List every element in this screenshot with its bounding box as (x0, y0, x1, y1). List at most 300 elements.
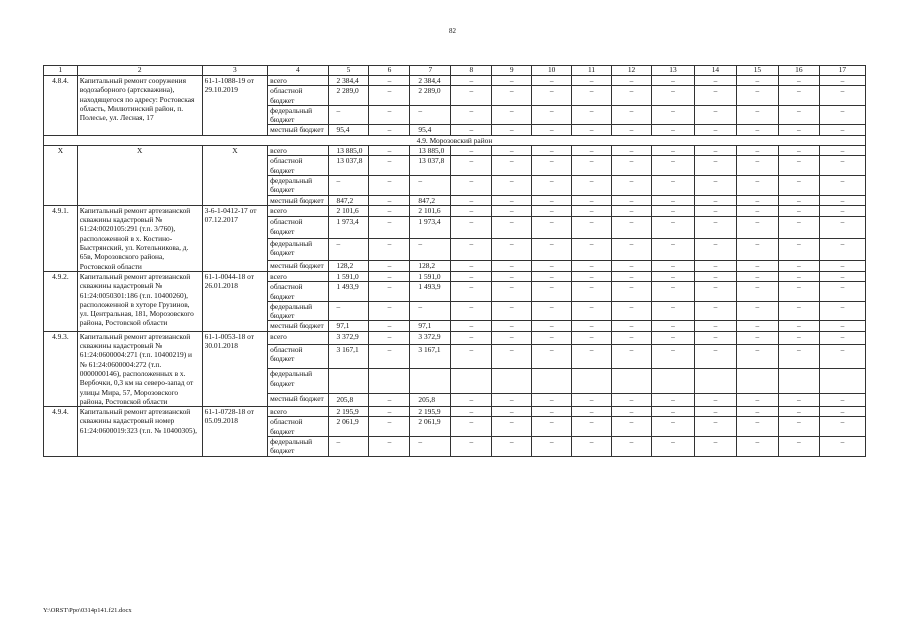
empty-value-dash: – (572, 260, 612, 271)
empty-value-dash: – (694, 238, 736, 260)
table-row (44, 146, 866, 156)
funding-source: местный бюджет (268, 195, 328, 205)
section-title: 4.9. Морозовский район (44, 135, 866, 145)
empty-value-dash: – (492, 76, 532, 86)
empty-value-dash: – (694, 175, 736, 195)
empty-value-dash: – (612, 175, 652, 195)
empty-value-dash: – (778, 125, 819, 135)
value-col6: – (369, 156, 410, 176)
empty-value-dash: – (492, 156, 532, 176)
empty-value-dash: – (736, 125, 778, 135)
empty-value-dash: – (694, 86, 736, 106)
empty-value-dash: – (819, 301, 865, 321)
empty-value-dash (451, 369, 492, 394)
value-total: 2 289,0 (328, 86, 369, 106)
empty-value-dash: – (532, 175, 572, 195)
empty-value-dash: – (451, 146, 492, 156)
program-table (43, 65, 866, 457)
empty-value-dash: – (532, 417, 572, 437)
value-col6: – (369, 238, 410, 260)
empty-value-dash: – (492, 436, 532, 456)
empty-value-dash: – (736, 407, 778, 417)
empty-value-dash: – (572, 125, 612, 135)
value-col6: – (369, 105, 410, 125)
empty-value-dash: – (532, 436, 572, 456)
empty-value-dash: – (651, 205, 694, 216)
value-col6 (369, 369, 410, 394)
empty-value-dash: – (612, 331, 652, 344)
empty-value-dash: – (532, 238, 572, 260)
column-number: 15 (736, 66, 778, 76)
empty-value-dash: – (778, 331, 819, 344)
empty-value-dash: – (694, 76, 736, 86)
empty-value-dash: – (694, 271, 736, 281)
empty-value-dash: – (736, 195, 778, 205)
empty-value-dash: – (694, 146, 736, 156)
empty-value-dash: – (736, 436, 778, 456)
empty-value-dash: – (651, 105, 694, 125)
funding-source: федеральный бюджет (268, 105, 328, 125)
column-number: 17 (819, 66, 865, 76)
empty-value-dash: – (451, 238, 492, 260)
empty-value-dash: – (694, 301, 736, 321)
empty-value-dash: – (451, 282, 492, 302)
empty-value-dash: – (778, 417, 819, 437)
value-col6: – (369, 76, 410, 86)
funding-source: местный бюджет (268, 394, 328, 407)
empty-value-dash: – (492, 282, 532, 302)
empty-value-dash: – (451, 205, 492, 216)
empty-value-dash (819, 369, 865, 394)
value-col7 (410, 369, 451, 394)
empty-value-dash: – (572, 301, 612, 321)
empty-value-dash: – (694, 436, 736, 456)
empty-value-dash: – (736, 321, 778, 331)
empty-value-dash: – (612, 217, 652, 239)
empty-value-dash: – (451, 125, 492, 135)
empty-value-dash: – (492, 344, 532, 369)
empty-value-dash: – (694, 260, 736, 271)
column-number-row (44, 66, 866, 76)
value-total: – (328, 238, 369, 260)
empty-value-dash: – (819, 105, 865, 125)
funding-source: областной бюджет (268, 156, 328, 176)
empty-value-dash: – (736, 105, 778, 125)
empty-value-dash: – (572, 205, 612, 216)
value-col6: – (369, 175, 410, 195)
empty-value-dash: – (736, 238, 778, 260)
column-number: 13 (651, 66, 694, 76)
empty-value-dash: – (819, 86, 865, 106)
empty-value-dash: – (612, 301, 652, 321)
empty-value-dash: – (612, 260, 652, 271)
empty-value-dash: – (572, 195, 612, 205)
column-number: 6 (369, 66, 410, 76)
empty-value-dash: – (694, 125, 736, 135)
column-number: 2 (77, 66, 202, 76)
empty-value-dash: – (694, 417, 736, 437)
empty-value-dash: – (612, 436, 652, 456)
empty-value-dash: – (694, 321, 736, 331)
empty-value-dash: – (451, 217, 492, 239)
empty-value-dash: – (572, 76, 612, 86)
empty-value-dash: – (736, 301, 778, 321)
empty-value-dash: – (736, 86, 778, 106)
empty-value-dash: – (612, 417, 652, 437)
empty-value-dash: – (532, 86, 572, 106)
empty-value-dash: – (694, 344, 736, 369)
empty-value-dash: – (451, 436, 492, 456)
empty-value-dash: – (532, 260, 572, 271)
empty-value-dash: – (532, 156, 572, 176)
empty-value-dash: – (532, 394, 572, 407)
empty-value-dash: – (492, 407, 532, 417)
empty-value-dash: – (819, 175, 865, 195)
empty-value-dash (492, 369, 532, 394)
empty-value-dash: – (778, 146, 819, 156)
value-col7: – (410, 238, 451, 260)
empty-value-dash: – (612, 238, 652, 260)
empty-value-dash: – (736, 156, 778, 176)
value-col6: – (369, 282, 410, 302)
empty-value-dash: – (451, 260, 492, 271)
empty-value-dash: – (694, 394, 736, 407)
funding-source: всего (268, 331, 328, 344)
empty-value-dash: – (651, 321, 694, 331)
item-description: Капитальный ремонт артезианской скважины кадастровый № 61:24:0600004:271 (т.п. 10400219) и № 61:24:0600004:272 (т.п. 0000000146), расположенных в х. Вербочки, 0,3 км на северо-запад от улицы Мира, 57, Морозовского района, Ростовской области (77, 331, 202, 406)
registration-number: 61-1-0728-18 от 05.09.2018 (202, 407, 268, 456)
empty-value-dash: – (451, 407, 492, 417)
funding-source: всего (268, 205, 328, 216)
value-col7: 3 372,9 (410, 331, 451, 344)
value-total: – (328, 175, 369, 195)
empty-value-dash: – (778, 321, 819, 331)
empty-value-dash: – (694, 331, 736, 344)
value-col6: – (369, 146, 410, 156)
value-col7: 3 167,1 (410, 344, 451, 369)
empty-value-dash: – (492, 125, 532, 135)
empty-value-dash: – (532, 195, 572, 205)
funding-source: всего (268, 271, 328, 281)
empty-value-dash: – (694, 205, 736, 216)
funding-source: федеральный бюджет (268, 238, 328, 260)
empty-value-dash: – (778, 282, 819, 302)
value-col7: 1 591,0 (410, 271, 451, 281)
value-col6: – (369, 301, 410, 321)
value-col6: – (369, 331, 410, 344)
empty-value-dash: – (451, 86, 492, 106)
funding-source: федеральный бюджет (268, 175, 328, 195)
empty-value-dash (612, 369, 652, 394)
empty-value-dash: – (532, 271, 572, 281)
empty-value-dash: – (736, 394, 778, 407)
value-col6: – (369, 344, 410, 369)
empty-value-dash: – (612, 321, 652, 331)
empty-value-dash: – (819, 156, 865, 176)
empty-value-dash: – (778, 195, 819, 205)
registration-number: 61-1-1088-19 от 29.10.2019 (202, 76, 268, 136)
item-description: Капитальный ремонт артезианской скважины кадастровый № 61:24:0050301:186 (т.п. 10400260), расположенной в хуторе Грузинов, ул. Центральная, 181, Морозовского района, Ростовской области (77, 271, 202, 331)
empty-value-dash: – (819, 407, 865, 417)
empty-value-dash: – (778, 271, 819, 281)
empty-value-dash (532, 369, 572, 394)
value-total: 97,1 (328, 321, 369, 331)
empty-value-dash: – (819, 344, 865, 369)
value-col7: – (410, 301, 451, 321)
value-col7: 13 885,0 (410, 146, 451, 156)
value-col6: – (369, 86, 410, 106)
empty-value-dash: – (612, 195, 652, 205)
empty-value-dash: – (532, 331, 572, 344)
value-total: 128,2 (328, 260, 369, 271)
empty-value-dash: – (612, 86, 652, 106)
empty-value-dash: – (736, 271, 778, 281)
value-col6: – (369, 260, 410, 271)
value-col7: 97,1 (410, 321, 451, 331)
empty-value-dash: – (532, 301, 572, 321)
empty-value-dash: – (819, 76, 865, 86)
empty-value-dash: – (572, 282, 612, 302)
empty-value-dash: – (532, 282, 572, 302)
empty-value-dash: – (492, 195, 532, 205)
empty-value-dash: – (651, 436, 694, 456)
table-row (44, 76, 866, 86)
empty-value-dash: – (572, 436, 612, 456)
empty-value-dash: – (651, 394, 694, 407)
column-number: 9 (492, 66, 532, 76)
value-col7: 95,4 (410, 125, 451, 135)
table-row (44, 331, 866, 344)
empty-value-dash: – (736, 417, 778, 437)
empty-value-dash: – (736, 205, 778, 216)
item-description: Х (77, 146, 202, 206)
item-number: 4.9.3. (44, 331, 78, 406)
funding-source: местный бюджет (268, 321, 328, 331)
empty-value-dash: – (819, 238, 865, 260)
empty-value-dash: – (451, 331, 492, 344)
empty-value-dash: – (572, 105, 612, 125)
empty-value-dash: – (778, 105, 819, 125)
value-col7: 13 037,8 (410, 156, 451, 176)
empty-value-dash: – (612, 394, 652, 407)
empty-value-dash: – (451, 105, 492, 125)
empty-value-dash: – (532, 146, 572, 156)
empty-value-dash: – (651, 331, 694, 344)
value-total: 2 101,6 (328, 205, 369, 216)
empty-value-dash: – (651, 271, 694, 281)
table-row (44, 271, 866, 281)
value-col7: 2 384,4 (410, 76, 451, 86)
empty-value-dash: – (651, 125, 694, 135)
empty-value-dash: – (736, 331, 778, 344)
column-number: 4 (268, 66, 328, 76)
empty-value-dash: – (612, 156, 652, 176)
item-number: 4.8.4. (44, 76, 78, 136)
empty-value-dash: – (612, 146, 652, 156)
empty-value-dash: – (451, 76, 492, 86)
value-total: 1 591,0 (328, 271, 369, 281)
empty-value-dash: – (736, 146, 778, 156)
empty-value-dash: – (778, 76, 819, 86)
empty-value-dash: – (736, 260, 778, 271)
empty-value-dash: – (451, 394, 492, 407)
empty-value-dash: – (572, 146, 612, 156)
funding-source: всего (268, 76, 328, 86)
empty-value-dash: – (492, 146, 532, 156)
value-total: – (328, 436, 369, 456)
empty-value-dash: – (736, 344, 778, 369)
registration-number: 61-1-0044-18 от 26.01.2018 (202, 271, 268, 331)
empty-value-dash: – (492, 301, 532, 321)
empty-value-dash (572, 369, 612, 394)
value-col7: – (410, 175, 451, 195)
empty-value-dash: – (492, 217, 532, 239)
value-col6: – (369, 205, 410, 216)
empty-value-dash: – (612, 271, 652, 281)
value-col7: 2 195,9 (410, 407, 451, 417)
empty-value-dash: – (532, 105, 572, 125)
value-col7: 847,2 (410, 195, 451, 205)
empty-value-dash: – (492, 260, 532, 271)
column-number: 3 (202, 66, 268, 76)
value-col7: 205,8 (410, 394, 451, 407)
value-total: – (328, 105, 369, 125)
empty-value-dash: – (651, 301, 694, 321)
empty-value-dash: – (736, 76, 778, 86)
item-number: 4.9.1. (44, 205, 78, 271)
empty-value-dash: – (612, 407, 652, 417)
empty-value-dash: – (612, 105, 652, 125)
page-number: 82 (449, 27, 456, 35)
item-description: Капитальный ремонт артезианской скважины кадастровый номер 61:24:0600019:323 (т.п. № 10400305), (77, 407, 202, 456)
empty-value-dash: – (694, 217, 736, 239)
empty-value-dash: – (819, 146, 865, 156)
value-col6: – (369, 417, 410, 437)
funding-source: местный бюджет (268, 260, 328, 271)
empty-value-dash: – (451, 417, 492, 437)
empty-value-dash: – (778, 205, 819, 216)
empty-value-dash: – (778, 260, 819, 271)
value-total: 847,2 (328, 195, 369, 205)
column-number: 10 (532, 66, 572, 76)
empty-value-dash: – (778, 394, 819, 407)
empty-value-dash: – (694, 156, 736, 176)
funding-source: областной бюджет (268, 217, 328, 239)
empty-value-dash: – (819, 260, 865, 271)
column-number: 1 (44, 66, 78, 76)
column-number: 7 (410, 66, 451, 76)
value-col6: – (369, 125, 410, 135)
value-col6: – (369, 271, 410, 281)
column-number: 16 (778, 66, 819, 76)
empty-value-dash: – (572, 217, 612, 239)
empty-value-dash: – (778, 436, 819, 456)
empty-value-dash: – (492, 105, 532, 125)
empty-value-dash: – (451, 301, 492, 321)
empty-value-dash: – (694, 105, 736, 125)
registration-number: 61-1-0053-18 от 30.01.2018 (202, 331, 268, 406)
value-total: 2 061,9 (328, 417, 369, 437)
empty-value-dash: – (819, 271, 865, 281)
funding-source: федеральный бюджет (268, 301, 328, 321)
empty-value-dash: – (778, 344, 819, 369)
empty-value-dash: – (736, 175, 778, 195)
empty-value-dash: – (651, 407, 694, 417)
empty-value-dash: – (819, 217, 865, 239)
empty-value-dash: – (612, 76, 652, 86)
value-total: – (328, 301, 369, 321)
empty-value-dash: – (492, 205, 532, 216)
funding-source: областной бюджет (268, 282, 328, 302)
value-total: 13 037,8 (328, 156, 369, 176)
empty-value-dash (736, 369, 778, 394)
empty-value-dash: – (651, 76, 694, 86)
value-total: 13 885,0 (328, 146, 369, 156)
funding-source: областной бюджет (268, 86, 328, 106)
empty-value-dash: – (778, 217, 819, 239)
empty-value-dash: – (492, 321, 532, 331)
empty-value-dash: – (612, 282, 652, 302)
value-total: 205,8 (328, 394, 369, 407)
empty-value-dash: – (778, 86, 819, 106)
section-row (44, 135, 866, 145)
value-total: 2 384,4 (328, 76, 369, 86)
empty-value-dash: – (819, 205, 865, 216)
empty-value-dash: – (451, 271, 492, 281)
item-number: Х (44, 146, 78, 206)
value-col7: – (410, 436, 451, 456)
empty-value-dash: – (532, 125, 572, 135)
empty-value-dash: – (778, 238, 819, 260)
empty-value-dash: – (651, 344, 694, 369)
empty-value-dash: – (651, 217, 694, 239)
value-col7: 2 101,6 (410, 205, 451, 216)
empty-value-dash: – (492, 238, 532, 260)
empty-value-dash: – (819, 282, 865, 302)
value-col7: 2 289,0 (410, 86, 451, 106)
value-col6: – (369, 394, 410, 407)
value-col6: – (369, 407, 410, 417)
empty-value-dash: – (651, 195, 694, 205)
value-col7: 2 061,9 (410, 417, 451, 437)
empty-value-dash: – (572, 344, 612, 369)
empty-value-dash: – (612, 125, 652, 135)
empty-value-dash: – (451, 195, 492, 205)
empty-value-dash: – (572, 175, 612, 195)
empty-value-dash: – (819, 331, 865, 344)
empty-value-dash: – (451, 175, 492, 195)
empty-value-dash: – (532, 407, 572, 417)
table-row (44, 407, 866, 417)
item-number: 4.9.2. (44, 271, 78, 331)
empty-value-dash: – (492, 417, 532, 437)
empty-value-dash: – (492, 86, 532, 106)
value-col7: 1 973,4 (410, 217, 451, 239)
value-total: 1 493,9 (328, 282, 369, 302)
empty-value-dash: – (572, 271, 612, 281)
empty-value-dash: – (492, 394, 532, 407)
empty-value-dash: – (451, 344, 492, 369)
value-total: 95,4 (328, 125, 369, 135)
empty-value-dash: – (572, 156, 612, 176)
table-row (44, 205, 866, 216)
column-number: 11 (572, 66, 612, 76)
empty-value-dash: – (492, 331, 532, 344)
value-col6: – (369, 217, 410, 239)
empty-value-dash: – (819, 195, 865, 205)
empty-value-dash: – (651, 238, 694, 260)
empty-value-dash: – (651, 175, 694, 195)
